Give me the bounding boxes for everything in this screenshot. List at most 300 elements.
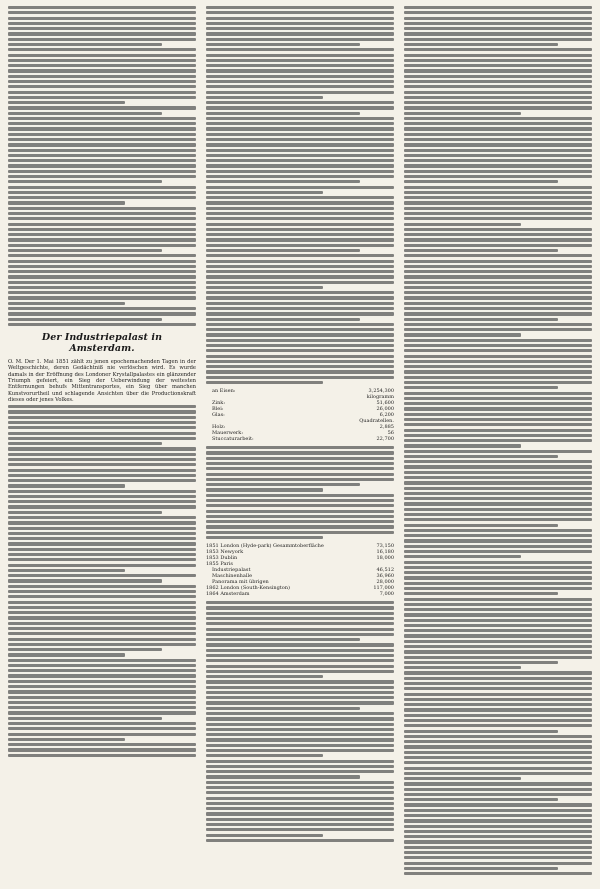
text-line bbox=[404, 302, 592, 305]
text-line bbox=[404, 59, 592, 62]
text-line bbox=[404, 270, 592, 273]
column-left-upper-text bbox=[8, 6, 196, 326]
text-line bbox=[404, 254, 592, 257]
text-line bbox=[206, 717, 394, 720]
text-line bbox=[8, 616, 196, 619]
text-line bbox=[404, 524, 558, 527]
text-line bbox=[206, 91, 394, 94]
table-row: 1862 London (South-Kensington) 117,000 bbox=[206, 585, 394, 592]
text-line bbox=[206, 201, 394, 204]
text-line bbox=[404, 164, 592, 167]
text-line bbox=[404, 275, 592, 278]
text-line bbox=[206, 728, 394, 731]
text-line bbox=[206, 765, 394, 768]
text-line bbox=[206, 27, 394, 30]
text-line bbox=[8, 217, 196, 220]
text-line bbox=[8, 696, 196, 699]
text-line bbox=[8, 138, 196, 141]
text-line bbox=[206, 127, 394, 130]
text-line bbox=[8, 91, 196, 94]
text-line bbox=[404, 492, 592, 495]
text-line bbox=[404, 751, 592, 754]
text-line bbox=[8, 101, 125, 104]
text-line bbox=[404, 217, 592, 220]
text-line bbox=[404, 846, 592, 849]
text-line bbox=[404, 619, 592, 622]
text-line bbox=[206, 797, 394, 800]
text-line bbox=[206, 38, 394, 41]
text-line bbox=[206, 360, 394, 363]
text-line bbox=[8, 664, 196, 667]
text-line bbox=[404, 370, 592, 373]
text-line bbox=[404, 640, 592, 643]
text-line bbox=[8, 11, 196, 14]
text-line bbox=[8, 270, 196, 273]
text-line bbox=[8, 453, 196, 456]
text-line bbox=[8, 521, 196, 524]
text-line bbox=[404, 233, 592, 236]
text-line bbox=[404, 819, 592, 822]
text-line bbox=[206, 520, 394, 523]
text-line bbox=[404, 724, 592, 727]
text-line bbox=[8, 442, 162, 445]
text-line bbox=[404, 418, 592, 421]
table-row: Stuccaturarbeit: 22,700 bbox=[212, 436, 394, 443]
text-line bbox=[404, 265, 592, 268]
table-row: Panorama mit übrigen 28,000 bbox=[212, 579, 394, 586]
text-line bbox=[8, 48, 196, 51]
text-line bbox=[404, 693, 592, 696]
text-line bbox=[404, 80, 592, 83]
text-line bbox=[404, 196, 592, 199]
text-line bbox=[206, 770, 394, 773]
text-line bbox=[404, 323, 592, 326]
text-line bbox=[206, 670, 394, 673]
text-line bbox=[206, 270, 394, 273]
text-line bbox=[404, 545, 592, 548]
text-line bbox=[8, 643, 196, 646]
text-line bbox=[8, 590, 196, 593]
text-line bbox=[8, 542, 196, 545]
text-line bbox=[206, 643, 394, 646]
text-line bbox=[206, 446, 394, 449]
text-line bbox=[206, 106, 394, 109]
text-line bbox=[404, 429, 592, 432]
text-line bbox=[206, 355, 394, 358]
text-line bbox=[206, 260, 394, 263]
text-line bbox=[206, 451, 394, 454]
text-line bbox=[206, 744, 394, 747]
text-line bbox=[404, 677, 592, 680]
text-line bbox=[404, 798, 558, 801]
text-line bbox=[8, 527, 196, 530]
text-line bbox=[404, 127, 592, 130]
text-line bbox=[206, 117, 394, 120]
text-line bbox=[8, 127, 196, 130]
text-line bbox=[404, 32, 592, 35]
text-line bbox=[404, 365, 592, 368]
text-line bbox=[404, 106, 592, 109]
text-line bbox=[404, 201, 592, 204]
text-line bbox=[8, 106, 196, 109]
text-line bbox=[206, 69, 394, 72]
text-line bbox=[8, 574, 196, 577]
text-line bbox=[8, 516, 196, 519]
text-line bbox=[8, 653, 125, 656]
text-line bbox=[404, 186, 592, 189]
text-line bbox=[404, 143, 592, 146]
text-line bbox=[8, 196, 196, 199]
text-line bbox=[404, 291, 592, 294]
text-line bbox=[206, 701, 394, 704]
text-line bbox=[206, 302, 394, 305]
text-line bbox=[206, 823, 394, 826]
text-line bbox=[8, 579, 162, 582]
text-line bbox=[206, 494, 394, 497]
text-line bbox=[404, 471, 592, 474]
text-line bbox=[206, 149, 394, 152]
text-line bbox=[8, 228, 196, 231]
text-line bbox=[8, 307, 196, 310]
text-line bbox=[8, 27, 196, 30]
text-line bbox=[404, 434, 592, 437]
text-line bbox=[404, 840, 592, 843]
text-line bbox=[404, 238, 592, 241]
text-line bbox=[206, 186, 394, 189]
text-line bbox=[8, 32, 196, 35]
text-line bbox=[404, 307, 592, 310]
text-line bbox=[404, 450, 592, 453]
text-line bbox=[8, 500, 196, 503]
text-line bbox=[404, 867, 558, 870]
text-line bbox=[206, 536, 323, 539]
text-line bbox=[8, 548, 196, 551]
text-line bbox=[404, 608, 592, 611]
column-left-lower-text bbox=[8, 405, 196, 757]
text-line bbox=[8, 410, 196, 413]
text-line bbox=[206, 265, 394, 268]
text-line bbox=[8, 564, 196, 567]
text-line bbox=[8, 38, 196, 41]
text-line bbox=[8, 291, 196, 294]
text-line bbox=[206, 323, 394, 326]
text-line bbox=[404, 96, 592, 99]
article-title: Der Industriepalast in Amsterdam. bbox=[41, 332, 163, 355]
text-line bbox=[404, 603, 592, 606]
text-line bbox=[206, 296, 394, 299]
text-line bbox=[404, 703, 592, 706]
text-line bbox=[8, 96, 196, 99]
text-line bbox=[404, 745, 592, 748]
text-line bbox=[8, 164, 196, 167]
text-line bbox=[404, 133, 592, 136]
text-line bbox=[8, 117, 196, 120]
text-line bbox=[206, 122, 394, 125]
text-line bbox=[8, 238, 196, 241]
text-line bbox=[404, 555, 521, 558]
text-line bbox=[404, 170, 592, 173]
text-line bbox=[404, 64, 592, 67]
text-line bbox=[206, 212, 394, 215]
text-line bbox=[404, 513, 592, 516]
text-line bbox=[206, 659, 394, 662]
text-line bbox=[404, 381, 592, 384]
text-line bbox=[206, 467, 394, 470]
text-line bbox=[206, 133, 394, 136]
text-line bbox=[404, 27, 592, 30]
text-line bbox=[8, 553, 196, 556]
text-line bbox=[206, 349, 394, 352]
text-line bbox=[404, 624, 592, 627]
article-intro: O. M. Der 1. Mai 1851 zählt zu jenen epochemachenden Tagen in der Weltgeschichte, deren Gedächtniß nie verlöschen wird. Es wurde damals in der Eröffnung des Londoner Krystallpalastes ein glänzender Triumph gefeiert, ein Sieg der Ueberwindung der weitesten Entfernungen behufs Mittentransportes, ein Sieg über manchen Kunstvorurtheil und schlagende Ansichten über die Productionskraft dieses oder jenes Volkes. bbox=[8, 359, 196, 403]
text-line bbox=[206, 318, 360, 321]
materials-table bbox=[206, 388, 394, 442]
text-line bbox=[404, 38, 592, 41]
text-line bbox=[404, 872, 592, 875]
table-row: 1853 Newyork 16,180 bbox=[206, 549, 394, 556]
text-line bbox=[8, 595, 196, 598]
text-line bbox=[404, 756, 592, 759]
text-line bbox=[206, 834, 323, 837]
text-line bbox=[404, 740, 592, 743]
text-line bbox=[404, 550, 592, 553]
text-line bbox=[404, 592, 558, 595]
text-line bbox=[404, 656, 592, 659]
text-line bbox=[206, 228, 394, 231]
text-line bbox=[206, 680, 394, 683]
text-line bbox=[8, 186, 196, 189]
table-row: Glas: 6,200 Quadratellen. bbox=[212, 412, 394, 425]
text-line bbox=[404, 825, 592, 828]
text-line bbox=[206, 483, 360, 486]
text-line bbox=[404, 22, 592, 25]
text-line bbox=[8, 701, 196, 704]
text-line bbox=[404, 803, 592, 806]
text-line bbox=[404, 328, 592, 331]
text-line bbox=[404, 476, 592, 479]
text-line bbox=[404, 566, 592, 569]
text-line bbox=[404, 355, 592, 358]
text-line bbox=[404, 223, 521, 226]
text-line bbox=[404, 497, 592, 500]
text-line bbox=[8, 260, 196, 263]
text-line bbox=[404, 281, 592, 284]
text-line bbox=[8, 191, 196, 194]
text-line bbox=[8, 738, 125, 741]
text-line bbox=[404, 386, 558, 389]
text-line bbox=[206, 749, 394, 752]
text-line bbox=[404, 6, 592, 9]
text-line bbox=[404, 296, 592, 299]
text-line bbox=[206, 312, 394, 315]
text-line bbox=[404, 518, 592, 521]
text-line bbox=[404, 645, 592, 648]
text-line bbox=[8, 275, 196, 278]
table-row: 1864 Amsterdam 7,000 bbox=[206, 591, 394, 598]
text-line bbox=[8, 312, 196, 315]
text-line bbox=[8, 632, 196, 635]
column-middle-lower-text bbox=[206, 601, 394, 842]
text-line bbox=[206, 504, 394, 507]
text-line bbox=[404, 349, 592, 352]
text-line bbox=[8, 690, 196, 693]
text-line bbox=[8, 674, 196, 677]
text-line bbox=[206, 223, 394, 226]
text-line bbox=[404, 502, 592, 505]
text-line bbox=[206, 238, 394, 241]
column-left bbox=[8, 6, 196, 885]
text-line bbox=[206, 307, 394, 310]
text-line bbox=[404, 862, 592, 865]
text-line bbox=[404, 43, 558, 46]
text-line bbox=[206, 101, 394, 104]
table-row: Zink: 51,600 bbox=[212, 400, 394, 407]
text-line bbox=[404, 112, 521, 115]
text-line bbox=[206, 96, 323, 99]
text-line bbox=[404, 91, 592, 94]
text-line bbox=[404, 286, 592, 289]
text-line bbox=[404, 761, 592, 764]
text-line bbox=[206, 138, 394, 141]
text-line bbox=[206, 633, 394, 636]
table-row: 1853 Dublin 18,000 bbox=[206, 555, 394, 562]
text-line bbox=[8, 474, 196, 477]
text-line bbox=[404, 671, 592, 674]
text-line bbox=[404, 666, 521, 669]
text-line bbox=[8, 265, 196, 268]
text-line bbox=[206, 281, 394, 284]
text-line bbox=[404, 69, 592, 72]
text-line bbox=[404, 138, 592, 141]
text-line bbox=[206, 80, 394, 83]
text-line bbox=[8, 743, 196, 746]
text-line bbox=[404, 207, 592, 210]
text-line bbox=[404, 249, 558, 252]
text-line bbox=[404, 11, 592, 14]
text-line bbox=[8, 318, 162, 321]
text-columns bbox=[8, 6, 592, 885]
text-line bbox=[206, 723, 394, 726]
text-line bbox=[206, 818, 394, 821]
text-line bbox=[206, 649, 394, 652]
text-line bbox=[206, 59, 394, 62]
text-line bbox=[8, 249, 162, 252]
text-line bbox=[206, 675, 323, 678]
text-line bbox=[206, 802, 394, 805]
text-line bbox=[8, 447, 196, 450]
text-line bbox=[206, 499, 394, 502]
text-line bbox=[404, 423, 592, 426]
column-middle-mid-text bbox=[206, 446, 394, 539]
text-line bbox=[206, 781, 394, 784]
text-line bbox=[8, 133, 196, 136]
text-line bbox=[206, 180, 360, 183]
text-line bbox=[206, 510, 394, 513]
text-line bbox=[8, 405, 196, 408]
text-line bbox=[8, 180, 162, 183]
text-line bbox=[206, 828, 394, 831]
text-line bbox=[206, 233, 394, 236]
text-line bbox=[8, 680, 196, 683]
text-line bbox=[404, 180, 558, 183]
text-line bbox=[8, 717, 162, 720]
table-row: 1855 Paris bbox=[206, 561, 233, 568]
text-line bbox=[8, 212, 196, 215]
text-line bbox=[206, 839, 394, 842]
text-line bbox=[404, 149, 592, 152]
text-line bbox=[404, 793, 592, 796]
text-line bbox=[206, 478, 394, 481]
text-line bbox=[206, 333, 394, 336]
text-line bbox=[404, 487, 592, 490]
table-row: an Eisen: 3,254,300 kilogramm bbox=[212, 388, 394, 401]
text-line bbox=[404, 856, 592, 859]
text-line bbox=[8, 569, 125, 572]
text-line bbox=[404, 344, 592, 347]
text-line bbox=[206, 791, 394, 794]
text-line bbox=[206, 622, 394, 625]
text-line bbox=[8, 201, 125, 204]
column-middle bbox=[206, 6, 394, 885]
text-line bbox=[8, 159, 196, 162]
text-line bbox=[206, 85, 394, 88]
text-line bbox=[8, 233, 196, 236]
text-line bbox=[404, 708, 592, 711]
text-line bbox=[404, 413, 592, 416]
text-line bbox=[8, 85, 196, 88]
text-line bbox=[404, 650, 592, 653]
text-line bbox=[404, 244, 592, 247]
text-line bbox=[206, 328, 394, 331]
text-line bbox=[8, 323, 196, 326]
text-line bbox=[8, 685, 196, 688]
text-line bbox=[206, 286, 323, 289]
text-line bbox=[8, 669, 196, 672]
text-line bbox=[404, 687, 592, 690]
text-line bbox=[8, 458, 196, 461]
text-line bbox=[404, 851, 592, 854]
text-line bbox=[8, 706, 196, 709]
text-line bbox=[206, 112, 360, 115]
text-line bbox=[206, 696, 394, 699]
text-line bbox=[206, 43, 360, 46]
text-line bbox=[206, 143, 394, 146]
text-line bbox=[8, 585, 196, 588]
text-line bbox=[404, 392, 592, 395]
text-line bbox=[206, 525, 394, 528]
text-line bbox=[404, 534, 592, 537]
text-line bbox=[404, 439, 592, 442]
text-line bbox=[8, 622, 196, 625]
text-line bbox=[8, 22, 196, 25]
text-line bbox=[206, 254, 394, 257]
text-line bbox=[404, 117, 592, 120]
table-row: Mauerwerk: 56 bbox=[212, 430, 394, 437]
text-line bbox=[404, 376, 592, 379]
text-line bbox=[8, 754, 196, 757]
text-line bbox=[404, 772, 592, 775]
text-line bbox=[206, 217, 394, 220]
text-line bbox=[8, 558, 196, 561]
text-line bbox=[404, 397, 592, 400]
text-line bbox=[206, 154, 394, 157]
text-line bbox=[8, 281, 196, 284]
text-line bbox=[206, 457, 394, 460]
text-line bbox=[206, 807, 394, 810]
text-line bbox=[404, 54, 592, 57]
text-line bbox=[404, 402, 592, 405]
text-line bbox=[206, 376, 394, 379]
